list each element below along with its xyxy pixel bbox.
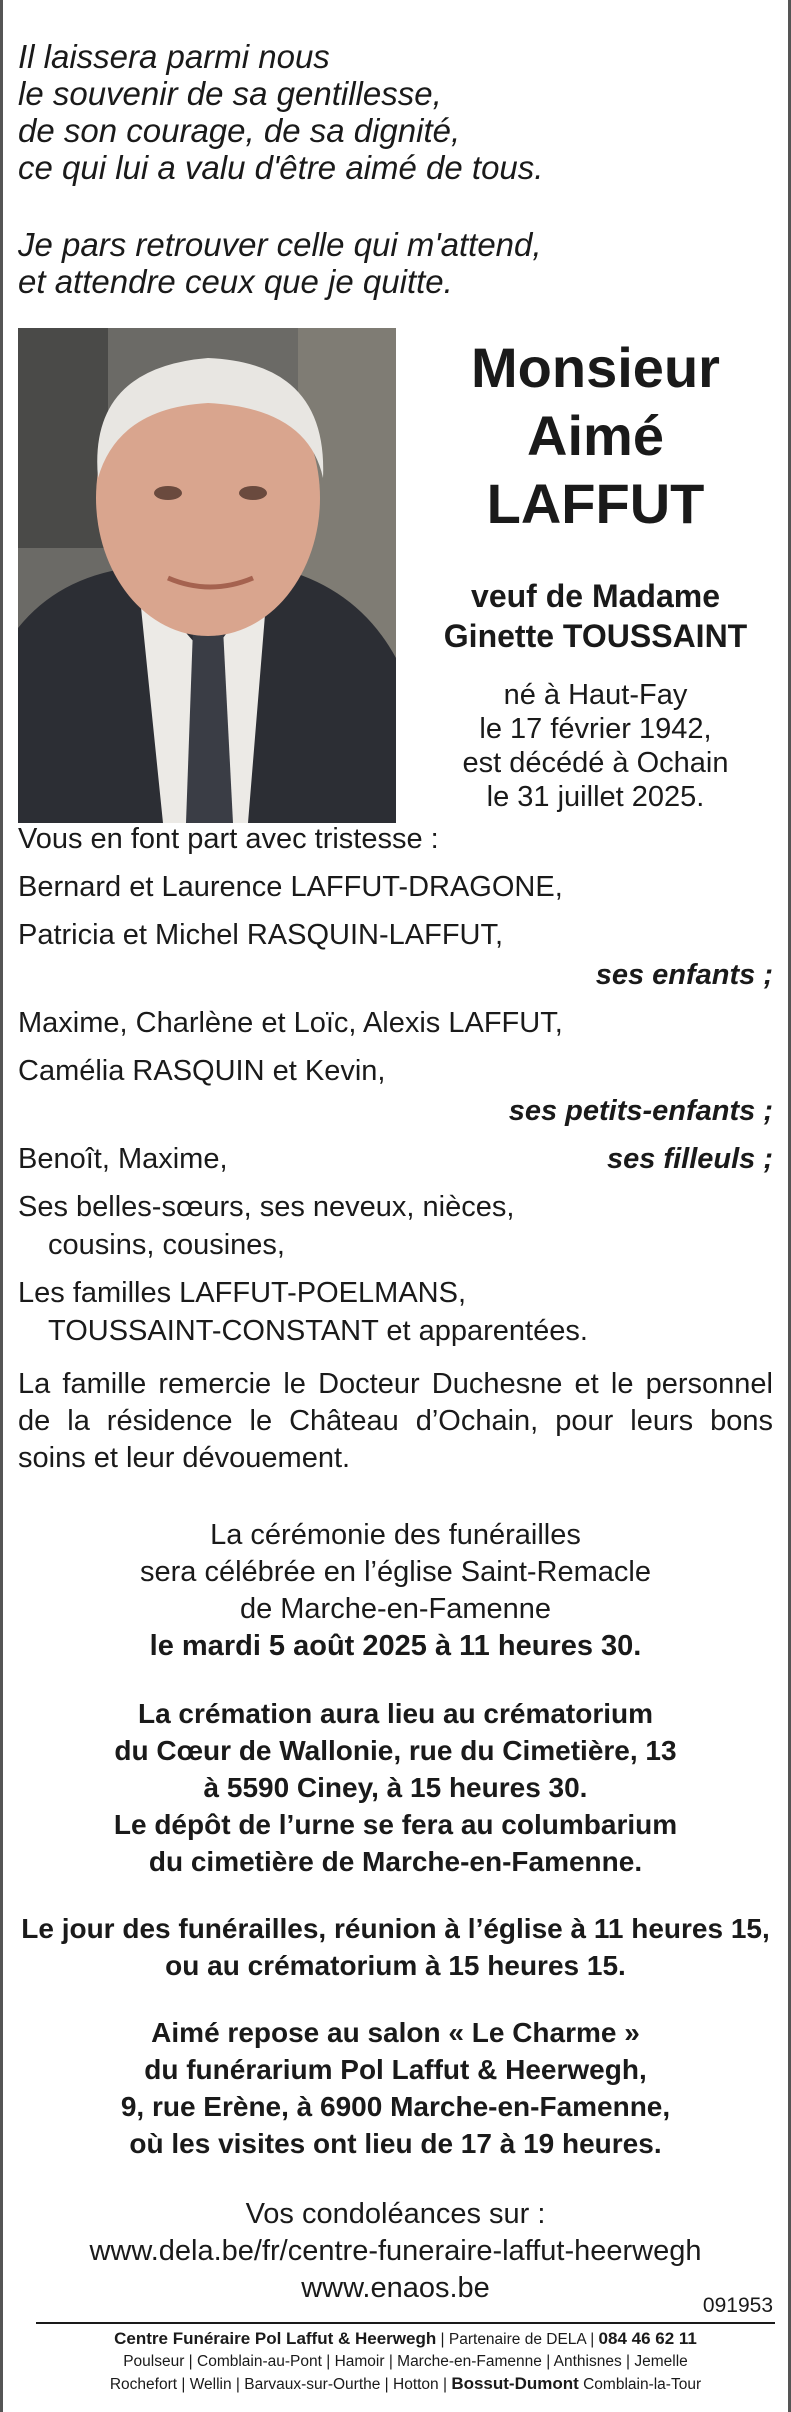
announcement-body: [18, 820, 773, 2307]
poem: [18, 0, 773, 300]
meeting-line: ou au crématorium à 15 heures 15.: [165, 1950, 626, 1981]
child-line: Patricia et Michel RASQUIN-LAFFUT,: [18, 919, 504, 951]
visitation-line: Aimé repose au salon « Le Charme »: [151, 2017, 640, 2048]
birth-line: le 31 juillet 2025.: [486, 781, 705, 813]
visitation-line: 9, rue Erène, à 6900 Marche-en-Famenne,: [120, 2091, 671, 2122]
meeting-line: Le jour des funérailles, réunion à l’église à 11 heures 15,: [21, 1913, 770, 1944]
deceased-title: Monsieur: [471, 336, 720, 399]
cremation-line: du Cœur de Wallonie, rue du Cimetière, 13: [114, 1735, 677, 1766]
families-line: Les familles LAFFUT-POELMANS,: [18, 1277, 466, 1309]
poem-stanza-2: [18, 226, 773, 300]
footer-line-3: [36, 2373, 775, 2396]
footer-locations-1: Poulseur | Comblain-au-Pont | Hamoir | Marche-en-Famenne | Anthisnes | Jemelle: [123, 2353, 688, 2370]
poem-line: Je pars retrouver celle qui m'attend,: [18, 226, 542, 263]
ceremony-date: le mardi 5 août 2025 à 11 heures 30.: [149, 1630, 642, 1662]
condolences-label: Vos condoléances sur :: [245, 2198, 546, 2230]
godchildren-label: ses filleuls ;: [606, 1143, 773, 1175]
footer-locations-2a: Rochefort | Wellin | Barvaux-sur-Ourthe | Hotton |: [109, 2376, 452, 2393]
portrait-illustration: [18, 328, 396, 823]
footer-line-1: [36, 2328, 775, 2351]
intro-line: Vous en font part avec tristesse :: [18, 823, 439, 855]
footer-company: Centre Funéraire Pol Laffut & Heerwegh: [114, 2329, 437, 2348]
godchildren-row: [18, 1140, 773, 1178]
grandchild-line: Camélia RASQUIN et Kevin,: [18, 1055, 386, 1087]
godchildren-names: Benoît, Maxime,: [18, 1143, 228, 1175]
condolences-block: [18, 2196, 773, 2307]
left-border: [0, 0, 3, 2412]
ceremony-line: sera célébrée en l’église Saint-Remacle: [140, 1556, 651, 1588]
in-laws-line: cousins, cousines,: [48, 1229, 285, 1261]
poem-line: et attendre ceux que je quitte.: [18, 263, 453, 300]
reference-code: 091953: [702, 2294, 773, 2317]
poem-stanza-1: [18, 0, 773, 186]
meeting-block: [18, 1910, 773, 1984]
name-block: [418, 328, 773, 814]
visitation-line: du funérarium Pol Laffut & Heerwegh,: [144, 2054, 647, 2085]
poem-line: Il laissera parmi nous: [18, 38, 330, 75]
ceremony-line: La cérémonie des funérailles: [210, 1519, 581, 1551]
grandchildren-label: ses petits-enfants ;: [508, 1095, 773, 1127]
condolences-link-enaos[interactable]: www.enaos.be: [301, 2272, 490, 2304]
families-line: TOUSSAINT-CONSTANT et apparentées.: [48, 1315, 588, 1347]
footer-partner: | Partenaire de DELA |: [436, 2331, 599, 2348]
cremation-block: [18, 1695, 773, 1880]
in-laws-line: Ses belles-sœurs, ses neveux, nièces,: [18, 1191, 515, 1223]
poem-line: ce qui lui a valu d'être aimé de tous.: [18, 149, 544, 186]
footer-phone: 084 46 62 11: [598, 2329, 697, 2348]
condolences-link-dela[interactable]: www.dela.be/fr/centre-funeraire-laffut-heerwegh: [89, 2235, 702, 2267]
poem-line: le souvenir de sa gentillesse,: [18, 75, 442, 112]
birth-line: né à Haut-Fay: [503, 679, 688, 711]
portrait-section: [18, 328, 773, 828]
cremation-line: Le dépôt de l’urne se fera au columbarium: [113, 1809, 678, 1840]
visitation-line: où les visites ont lieu de 17 à 19 heures.: [129, 2128, 662, 2159]
birth-death-info: [418, 678, 773, 814]
visitation-block: [18, 2014, 773, 2162]
thanks-paragraph: La famille remercie le Docteur Duchesne et le personnel de la résidence le Château d’Ochain, pour leurs bons soins et leur dévouement.: [18, 1368, 773, 1474]
ceremony-line: de Marche-en-Famenne: [239, 1593, 552, 1625]
footer-locations-2b: Comblain-la-Tour: [578, 2376, 702, 2393]
footer-company-2: Bossut-Dumont: [451, 2374, 579, 2393]
birth-line: est décédé à Ochain: [462, 747, 729, 779]
birth-line: le 17 février 1942,: [479, 713, 712, 745]
cremation-line: à 5590 Ciney, à 15 heures 30.: [203, 1772, 588, 1803]
child-line: Bernard et Laurence LAFFUT-DRAGONE,: [18, 871, 563, 903]
ceremony-block: [18, 1517, 773, 1665]
cremation-line: du cimetière de Marche-en-Famenne.: [148, 1846, 643, 1877]
deceased-first-name: Aimé: [527, 404, 664, 467]
grandchild-line: Maxime, Charlène et Loïc, Alexis LAFFUT,: [18, 1007, 563, 1039]
deceased-last-name: LAFFUT: [486, 472, 705, 535]
widow-of-line-1: veuf de Madame: [471, 578, 720, 614]
widow-of-line-2: Ginette TOUSSAINT: [443, 618, 748, 654]
children-label: ses enfants ;: [595, 959, 773, 991]
funeral-home-footer: [36, 2322, 775, 2396]
cremation-line: La crémation aura lieu au crématorium: [137, 1698, 654, 1729]
poem-line: de son courage, de sa dignité,: [18, 112, 461, 149]
portrait-photo: [18, 328, 396, 823]
